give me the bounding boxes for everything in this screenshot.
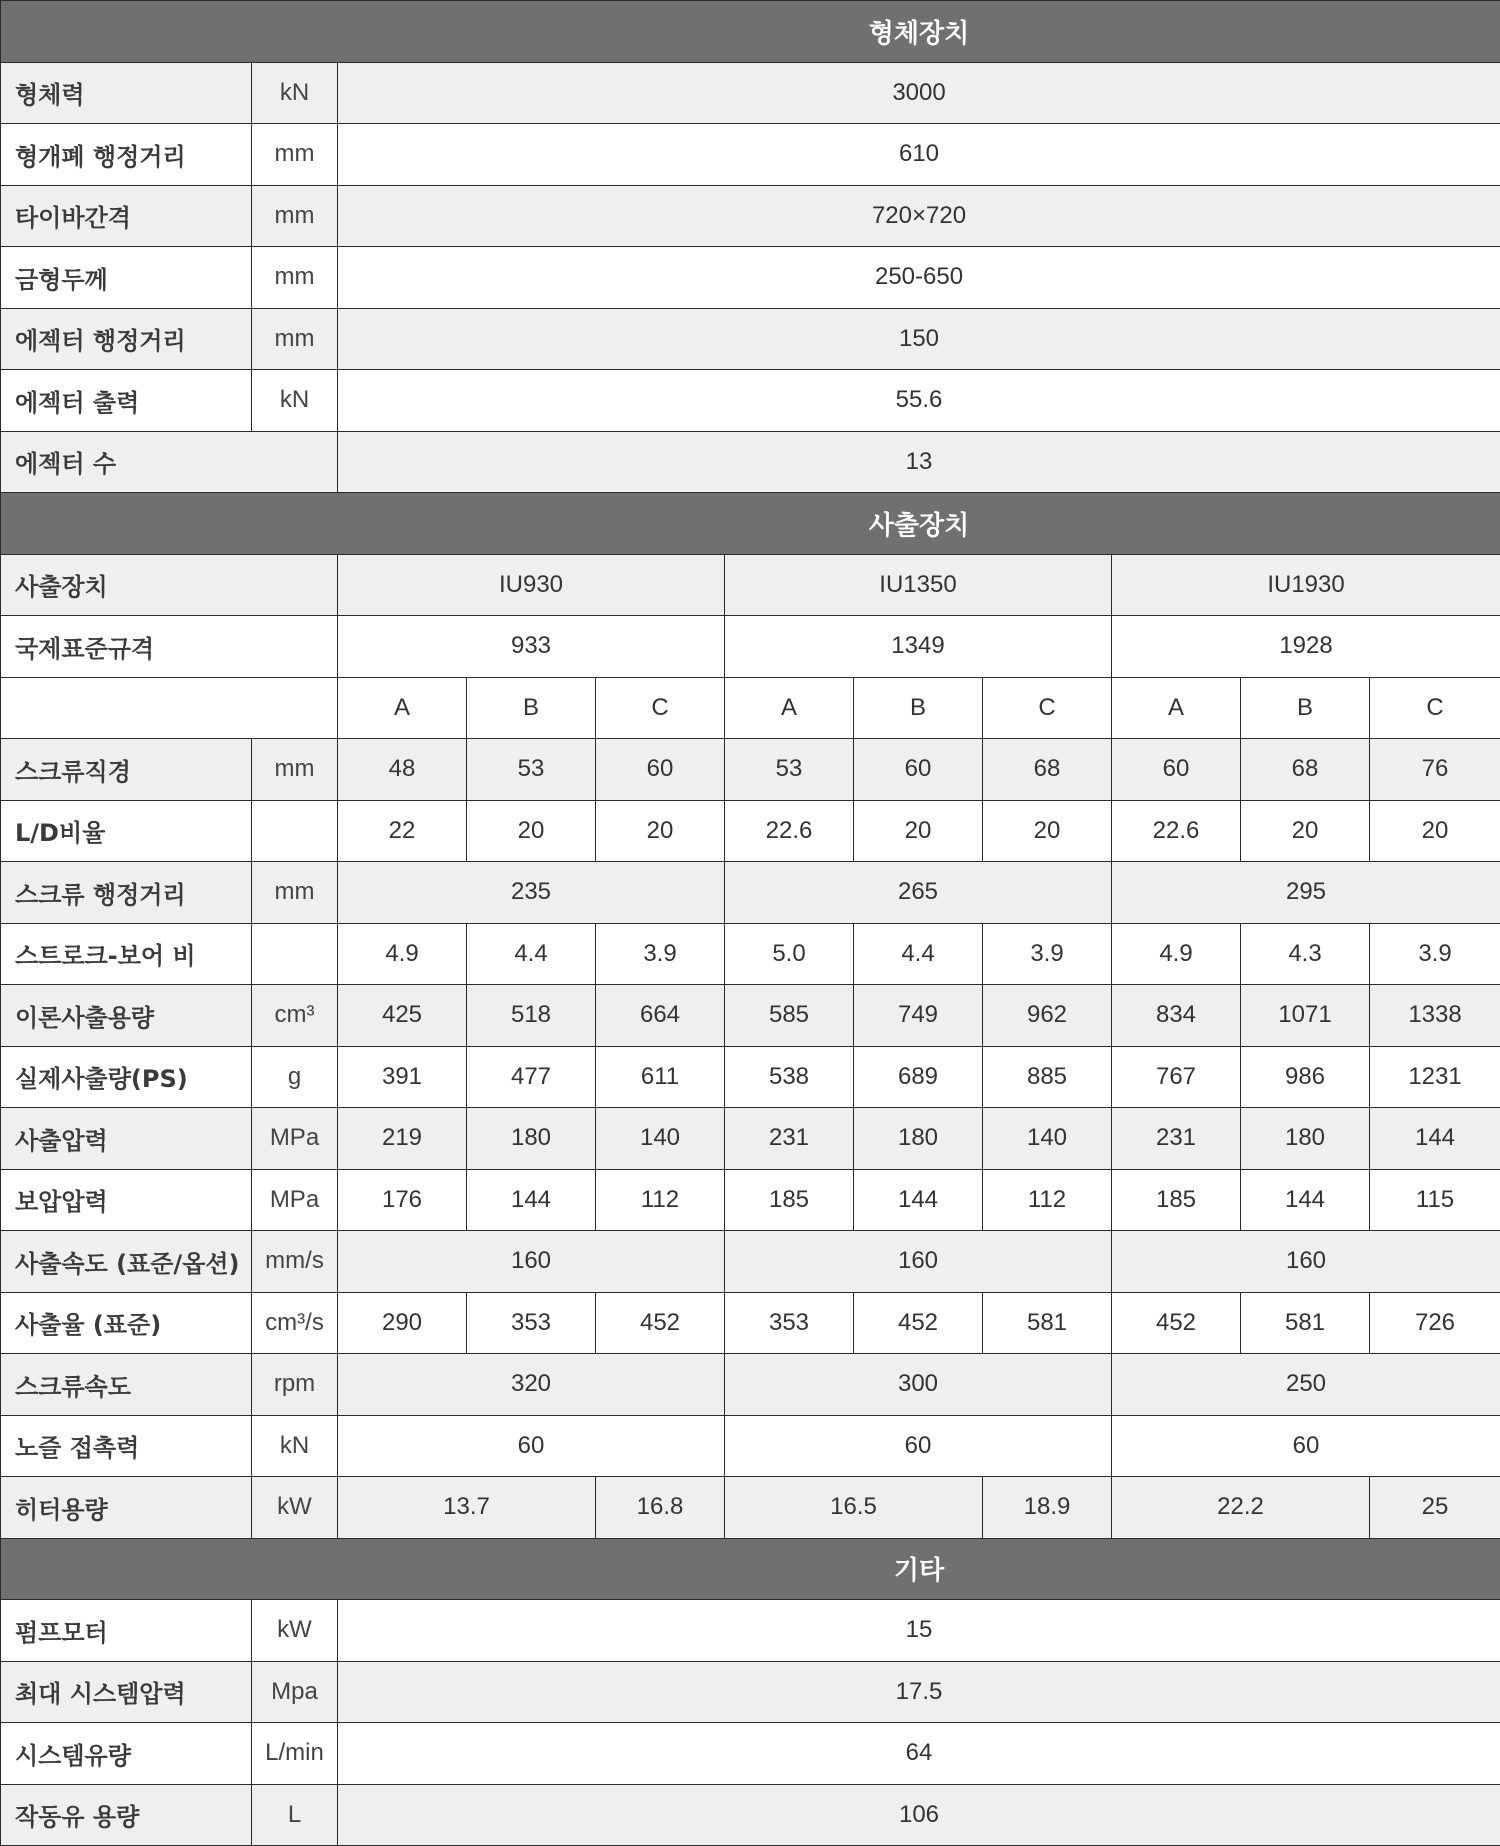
cell-value: 60 (338, 1415, 725, 1477)
cell-value: 581 (983, 1292, 1112, 1354)
row-unit: mm/s (252, 1231, 338, 1293)
cell-value: 68 (1241, 739, 1370, 801)
cell-value: 295 (1112, 862, 1500, 924)
table-row (1, 1292, 1500, 1354)
cell-value: 20 (467, 800, 596, 862)
cell-value: 160 (725, 1231, 1112, 1293)
cell-value: 176 (338, 1169, 467, 1231)
table-row (1, 1477, 1500, 1539)
standard-size: 1928 (1112, 616, 1500, 678)
screw-type: B (467, 677, 596, 739)
table-row (1, 62, 1500, 124)
cell-value: 4.4 (854, 923, 983, 985)
table-row (1, 1231, 1500, 1293)
row-label: 작동유 용량 (1, 1784, 252, 1846)
table-row (1, 554, 1500, 616)
row-unit: mm (252, 185, 338, 247)
cell-value: 391 (338, 1046, 467, 1108)
table-row (1, 1354, 1500, 1416)
cell-value: 1338 (1370, 985, 1500, 1047)
table-row (1, 677, 1500, 739)
cell-value: 16.5 (725, 1477, 983, 1539)
cell-value: 3.9 (983, 923, 1112, 985)
row-value: 250-650 (338, 247, 1500, 309)
cell-value: 726 (1370, 1292, 1500, 1354)
section-header-row (1, 1, 1500, 63)
cell-value: 144 (467, 1169, 596, 1231)
row-value: 106 (338, 1784, 1500, 1846)
row-label: 사출율 (표준) (1, 1292, 252, 1354)
cell-value: 185 (1112, 1169, 1241, 1231)
row-value: 15 (338, 1600, 1500, 1662)
row-unit: L/min (252, 1723, 338, 1785)
row-label: 스크류 행정거리 (1, 862, 252, 924)
row-label: 시스템유량 (1, 1723, 252, 1785)
cell-value: 140 (596, 1108, 725, 1170)
screw-type: B (1241, 677, 1370, 739)
row-unit: kN (252, 62, 338, 124)
cell-value: 25 (1370, 1477, 1500, 1539)
empty-cell (1, 677, 338, 739)
cell-value: 3.9 (596, 923, 725, 985)
row-label: 형체력 (1, 62, 252, 124)
cell-value: 300 (725, 1354, 1112, 1416)
cell-value: 265 (725, 862, 1112, 924)
row-label: 사출압력 (1, 1108, 252, 1170)
cell-value: 53 (467, 739, 596, 801)
cell-value: 112 (596, 1169, 725, 1231)
table-row (1, 739, 1500, 801)
cell-value: 115 (1370, 1169, 1500, 1231)
row-label: 사출속도 (표준/옵션) (1, 1231, 252, 1293)
cell-value: 60 (1112, 1415, 1500, 1477)
row-label: 국제표준규격 (1, 616, 338, 678)
cell-value: 22.6 (1112, 800, 1241, 862)
cell-value: 452 (596, 1292, 725, 1354)
injection-unit-model: IU1350 (725, 554, 1112, 616)
row-unit: mm (252, 739, 338, 801)
row-unit: mm (252, 308, 338, 370)
cell-value: 22.2 (1112, 1477, 1370, 1539)
cell-value: 767 (1112, 1046, 1241, 1108)
cell-value: 22.6 (725, 800, 854, 862)
cell-value: 518 (467, 985, 596, 1047)
row-unit: cm³ (252, 985, 338, 1047)
table-row (1, 370, 1500, 432)
cell-value: 112 (983, 1169, 1112, 1231)
cell-value: 452 (1112, 1292, 1241, 1354)
cell-value: 425 (338, 985, 467, 1047)
cell-value: 180 (854, 1108, 983, 1170)
cell-value: 180 (467, 1108, 596, 1170)
section-header-row (1, 493, 1500, 555)
cell-value: 581 (1241, 1292, 1370, 1354)
cell-value: 585 (725, 985, 854, 1047)
table-row (1, 1784, 1500, 1846)
screw-type: C (983, 677, 1112, 739)
row-unit: Mpa (252, 1661, 338, 1723)
table-row (1, 985, 1500, 1047)
row-unit: mm (252, 247, 338, 309)
table-row (1, 1108, 1500, 1170)
cell-value: 3.9 (1370, 923, 1500, 985)
row-value: 55.6 (338, 370, 1500, 432)
cell-value: 664 (596, 985, 725, 1047)
cell-value: 477 (467, 1046, 596, 1108)
cell-value: 144 (854, 1169, 983, 1231)
cell-value: 20 (1370, 800, 1500, 862)
row-label: 사출장치 (1, 554, 338, 616)
cell-value: 250 (1112, 1354, 1500, 1416)
cell-value: 18.9 (983, 1477, 1112, 1539)
cell-value: 885 (983, 1046, 1112, 1108)
cell-value: 140 (983, 1108, 1112, 1170)
cell-value: 1231 (1370, 1046, 1500, 1108)
table-row (1, 1600, 1500, 1662)
standard-size: 1349 (725, 616, 1112, 678)
cell-value: 22 (338, 800, 467, 862)
table-row (1, 1723, 1500, 1785)
cell-value: 452 (854, 1292, 983, 1354)
row-label: 스크류직경 (1, 739, 252, 801)
table-row (1, 308, 1500, 370)
row-unit: MPa (252, 1169, 338, 1231)
injection-unit-model: IU1930 (1112, 554, 1500, 616)
table-row (1, 1046, 1500, 1108)
table-row (1, 1661, 1500, 1723)
cell-value: 231 (1112, 1108, 1241, 1170)
table-row (1, 431, 1500, 493)
cell-value: 231 (725, 1108, 854, 1170)
row-unit: mm (252, 124, 338, 186)
table-row (1, 862, 1500, 924)
row-unit: kN (252, 370, 338, 432)
cell-value: 235 (338, 862, 725, 924)
cell-value: 5.0 (725, 923, 854, 985)
section-title-other: 기타 (1, 1538, 1500, 1600)
row-label: 보압압력 (1, 1169, 252, 1231)
cell-value: 1071 (1241, 985, 1370, 1047)
row-value: 150 (338, 308, 1500, 370)
screw-type: A (725, 677, 854, 739)
cell-value: 20 (596, 800, 725, 862)
standard-size: 933 (338, 616, 725, 678)
cell-value: 834 (1112, 985, 1241, 1047)
row-label: 실제사출량(PS) (1, 1046, 252, 1108)
cell-value: 219 (338, 1108, 467, 1170)
row-value: 720×720 (338, 185, 1500, 247)
cell-value: 16.8 (596, 1477, 725, 1539)
row-unit: kN (252, 1415, 338, 1477)
cell-value: 20 (983, 800, 1112, 862)
row-unit (252, 800, 338, 862)
cell-value: 353 (467, 1292, 596, 1354)
row-unit: MPa (252, 1108, 338, 1170)
cell-value: 144 (1241, 1169, 1370, 1231)
row-label: 스크류속도 (1, 1354, 252, 1416)
row-unit: g (252, 1046, 338, 1108)
cell-value: 4.3 (1241, 923, 1370, 985)
row-label: 에젝터 행정거리 (1, 308, 252, 370)
injection-unit-model: IU930 (338, 554, 725, 616)
row-unit: mm (252, 862, 338, 924)
row-label: L/D비율 (1, 800, 252, 862)
cell-value: 749 (854, 985, 983, 1047)
cell-value: 962 (983, 985, 1112, 1047)
row-value: 64 (338, 1723, 1500, 1785)
row-label: 히터용량 (1, 1477, 252, 1539)
cell-value: 160 (338, 1231, 725, 1293)
row-unit: rpm (252, 1354, 338, 1416)
screw-type: C (596, 677, 725, 739)
row-value: 610 (338, 124, 1500, 186)
cell-value: 290 (338, 1292, 467, 1354)
cell-value: 320 (338, 1354, 725, 1416)
table-row (1, 800, 1500, 862)
table-row (1, 923, 1500, 985)
cell-value: 4.9 (338, 923, 467, 985)
section-title-injection: 사출장치 (1, 493, 1500, 555)
screw-type: C (1370, 677, 1500, 739)
row-unit: cm³/s (252, 1292, 338, 1354)
cell-value: 353 (725, 1292, 854, 1354)
table-row (1, 1169, 1500, 1231)
row-label: 에젝터 출력 (1, 370, 252, 432)
cell-value: 60 (596, 739, 725, 801)
cell-value: 4.9 (1112, 923, 1241, 985)
cell-value: 20 (854, 800, 983, 862)
table-row (1, 124, 1500, 186)
cell-value: 60 (854, 739, 983, 801)
row-label: 형개폐 행정거리 (1, 124, 252, 186)
row-label: 펌프모터 (1, 1600, 252, 1662)
cell-value: 53 (725, 739, 854, 801)
cell-value: 60 (725, 1415, 1112, 1477)
row-label: 타이바간격 (1, 185, 252, 247)
section-title-clamping: 형체장치 (1, 1, 1500, 63)
row-unit: kW (252, 1600, 338, 1662)
row-unit: L (252, 1784, 338, 1846)
cell-value: 986 (1241, 1046, 1370, 1108)
cell-value: 48 (338, 739, 467, 801)
row-value: 13 (338, 431, 1500, 493)
cell-value: 68 (983, 739, 1112, 801)
cell-value: 180 (1241, 1108, 1370, 1170)
cell-value: 538 (725, 1046, 854, 1108)
row-value: 3000 (338, 62, 1500, 124)
table-row (1, 247, 1500, 309)
cell-value: 185 (725, 1169, 854, 1231)
table-row (1, 185, 1500, 247)
cell-value: 611 (596, 1046, 725, 1108)
row-label: 최대 시스템압력 (1, 1661, 252, 1723)
table-row (1, 1415, 1500, 1477)
cell-value: 160 (1112, 1231, 1500, 1293)
cell-value: 76 (1370, 739, 1500, 801)
cell-value: 60 (1112, 739, 1241, 801)
row-label: 노즐 접촉력 (1, 1415, 252, 1477)
screw-type: A (338, 677, 467, 739)
cell-value: 4.4 (467, 923, 596, 985)
row-unit: kW (252, 1477, 338, 1539)
row-value: 17.5 (338, 1661, 1500, 1723)
cell-value: 13.7 (338, 1477, 596, 1539)
cell-value: 144 (1370, 1108, 1500, 1170)
screw-type: A (1112, 677, 1241, 739)
row-label: 금형두께 (1, 247, 252, 309)
cell-value: 20 (1241, 800, 1370, 862)
row-label: 스트로크-보어 비 (1, 923, 252, 985)
row-unit (252, 923, 338, 985)
section-header-row (1, 1538, 1500, 1600)
row-label: 에젝터 수 (1, 431, 338, 493)
table-row (1, 616, 1500, 678)
screw-type: B (854, 677, 983, 739)
cell-value: 689 (854, 1046, 983, 1108)
row-label: 이론사출용량 (1, 985, 252, 1047)
